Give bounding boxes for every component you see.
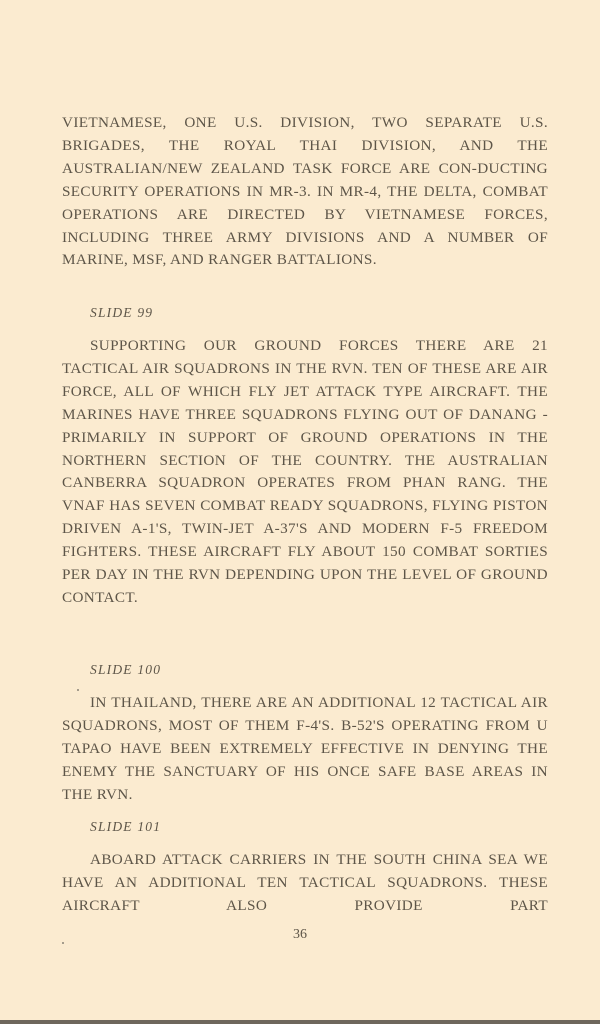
slide-heading-101: SLIDE 101 [90, 819, 162, 834]
paragraph-carriers [62, 849, 548, 918]
page-number: 36 [293, 927, 307, 942]
scan-speck [77, 689, 79, 691]
scan-speck [62, 942, 64, 944]
slide-heading-100: SLIDE 100 [90, 662, 162, 677]
paragraph-text: SUPPORTING OUR GROUND FORCES THERE ARE 21 TACTICAL AIR SQUADRONS IN THE RVN. TEN OF THESE ARE AIR FORCE, ALL OF WHICH FLY JET ATTACK TYPE AIRCRAFT. THE MARINES HAVE THREE SQUADRONS FLYING OUT OF DANANG - PRIMARILY IN SUPPORT OF GROUND OPERATIONS IN THE NORTHERN SECTION OF THE COUNTRY. THE AUSTRALIAN CANBERRA SQUADRON OPERATES FROM PHAN RANG. THE VNAF HAS SEVEN COMBAT READY SQUADRONS, FLYING PISTON DRIVEN A-1'S, TWIN-JET A-37'S AND MODERN F-5 FREEDOM FIGHTERS. THESE AIRCRAFT FLY ABOUT 150 COMBAT SORTIES PER DAY IN THE RVN DEPENDING UPON THE LEVEL OF GROUND CONTACT. [62, 337, 548, 606]
paragraph-thailand [62, 692, 548, 807]
paragraph-tactical-air-rvn [62, 335, 548, 610]
slide-heading-99: SLIDE 99 [90, 305, 154, 320]
paragraph-text: ABOARD ATTACK CARRIERS IN THE SOUTH CHINA SEA WE HAVE AN ADDITIONAL TEN TACTICAL SQUADRONS. THESE AIRCRAFT ALSO PROVIDE PART [62, 851, 548, 914]
page-bottom-edge [0, 1020, 600, 1024]
paragraph-text: VIETNAMESE, ONE U.S. DIVISION, TWO SEPARATE U.S. BRIGADES, THE ROYAL THAI DIVISION, AND THE AUSTRALIAN/NEW ZEALAND TASK FORCE ARE CON-DUCTING SECURITY OPERATIONS IN MR-3. IN MR-4, THE DELTA, COMBAT OPERATIONS ARE DIRECTED BY VIETNAMESE FORCES, INCLUDING THREE ARMY DIVISIONS AND A NUMBER OF MARINE, MSF, AND RANGER BATTALIONS. [62, 114, 548, 269]
paragraph-forces-mr3-mr4 [62, 112, 548, 272]
paragraph-text: IN THAILAND, THERE ARE AN ADDITIONAL 12 TACTICAL AIR SQUADRONS, MOST OF THEM F-4'S. B-52'S OPERATING FROM U TAPAO HAVE BEEN EXTREMELY EFFECTIVE IN DENYING THE ENEMY THE SANCTUARY OF HIS ONCE SAFE BASE AREAS IN THE RVN. [62, 694, 548, 803]
